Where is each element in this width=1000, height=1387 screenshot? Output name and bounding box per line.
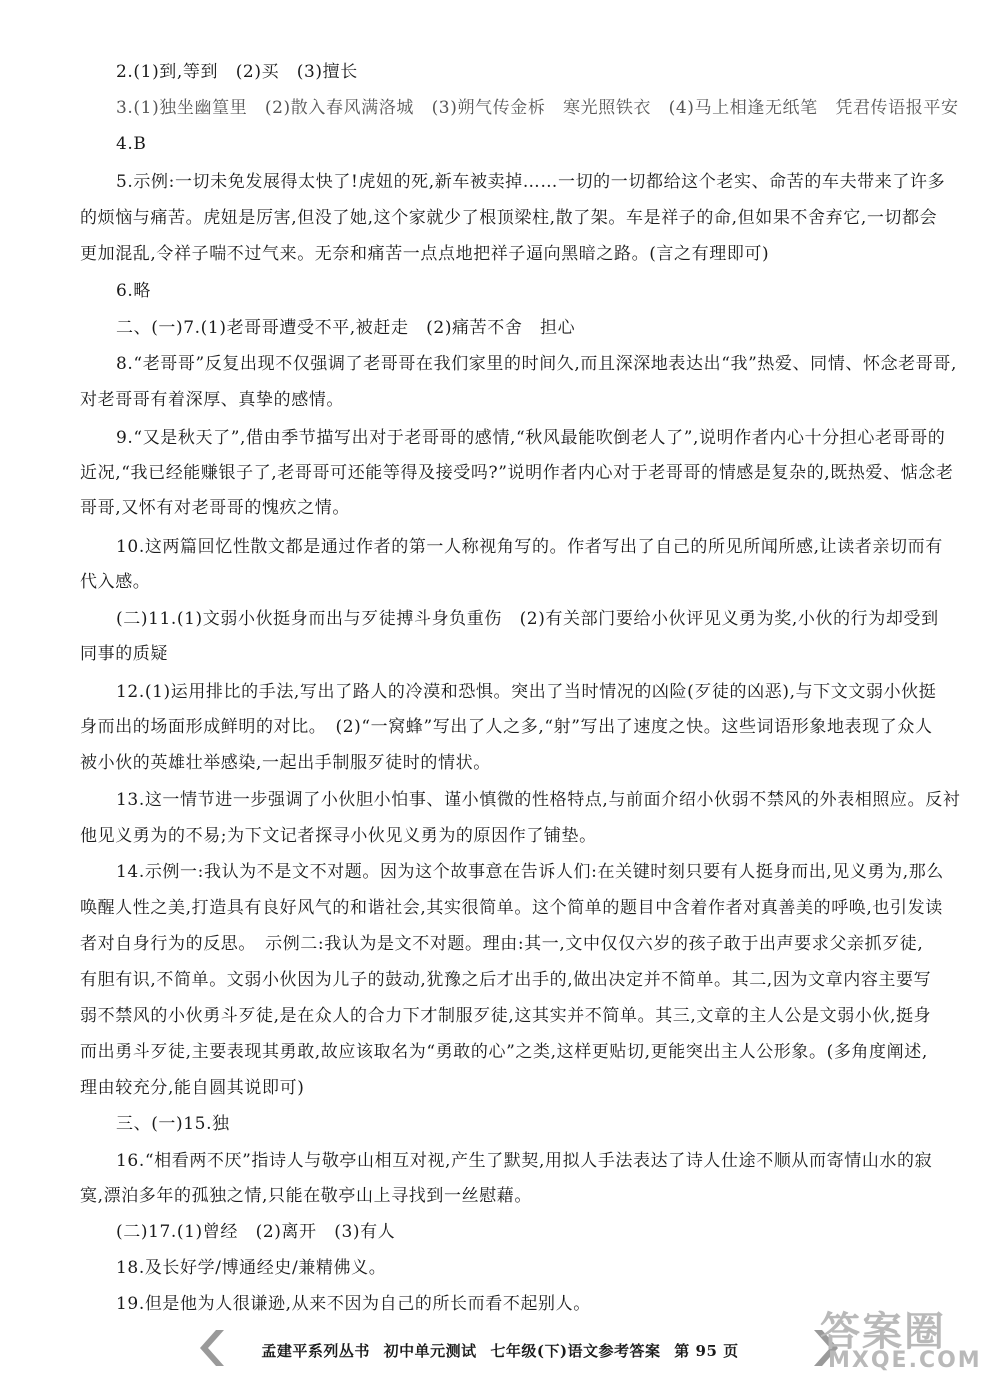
answer-line: 9.“又是秋天了”,借由季节描写出对于老哥哥的感情,“秋风最能吹倒老人了”,说明作者内心十分担心老哥哥的	[116, 428, 946, 448]
answer-line: 近况,“我已经能赚银子了,老哥哥可还能等得及接受吗?”说明作者内心对于老哥哥的情感是复杂的,既热爱、惦念老	[80, 463, 954, 483]
answer-line: 同事的质疑	[80, 644, 168, 664]
answer-line: 三、(一)15.独	[116, 1114, 230, 1134]
watermark-logo	[820, 1300, 990, 1380]
answer-line: 代入感。	[80, 572, 151, 592]
answer-line: 有胆有识,不简单。文弱小伙因为儿子的鼓动,犹豫之后才出手的,做出决定并不简单。其二,因为文章内容主要写	[80, 970, 932, 990]
answer-line: 身而出的场面形成鲜明的对比。 (2)“一窝蜂”写出了人之多,“射”写出了速度之快。这些词语形象地表现了众人	[80, 717, 933, 737]
answer-line: 对老哥哥有着深厚、真挚的感情。	[80, 390, 344, 410]
footer-grade: 七年级(下)语文参考答案	[490, 1342, 661, 1360]
footer-book: 初中单元测试	[383, 1342, 477, 1360]
answer-line: 他见义勇为的不易;为下文记者探寻小伙见义勇为的原因作了铺垫。	[80, 826, 597, 846]
answer-line: 8.“老哥哥”反复出现不仅强调了老哥哥在我们家里的时间久,而且深深地表达出“我”热爱、同情、怀念老哥哥,	[116, 354, 957, 374]
answer-line: 者对自身行为的反思。 示例二:我认为是文不对题。理由:其一,文中仅仅六岁的孩子敢于出声要求父亲抓歹徒,	[80, 934, 924, 954]
answer-line: 16.“相看两不厌”指诗人与敬亭山相互对视,产生了默契,用拟人手法表达了诗人仕途不顺从而寄情山水的寂	[116, 1151, 933, 1171]
answer-line: 12.(1)运用排比的手法,写出了路人的冷漠和恐惧。突出了当时情况的凶险(歹徒的凶恶),与下文文弱小伙挺	[116, 682, 937, 702]
page-number: 第 95 页	[674, 1342, 739, 1360]
answer-line: 理由较充分,能自圆其说即可)	[80, 1078, 305, 1098]
answer-line: 13.这一情节进一步强调了小伙胆小怕事、谨小慎微的性格特点,与前面介绍小伙弱不禁风的外表相照应。反衬	[116, 790, 961, 810]
answer-line: 唤醒人性之美,打造具有良好风气的和谐社会,其实很简单。这个简单的题目中含着作者对真善美的呼唤,也引发读	[80, 898, 943, 918]
answer-line: 18.及长好学/博通经史/兼精佛义。	[116, 1258, 387, 1278]
answer-line: 的烦恼与痛苦。虎妞是厉害,但没了她,这个家就少了根顶梁柱,散了架。车是祥子的命,但如果不舍弃它,一切都会	[80, 208, 938, 228]
answer-line: 19.但是他为人很谦逊,从来不因为自己的所长而看不起别人。	[116, 1294, 591, 1314]
answer-line: 3.(1)独坐幽篁里 (2)散入春风满洛城 (3)朔气传金柝 寒光照铁衣 (4)马上相逢无纸笔 凭君传语报平安	[116, 98, 959, 118]
watermark-url: MXQE.COM	[828, 1348, 982, 1373]
footer-series: 孟建平系列丛书	[261, 1342, 370, 1360]
answer-line: 更加混乱,令祥子喘不过气来。无奈和痛苦一点点地把祥子逼向黑暗之路。(言之有理即可)	[80, 244, 770, 264]
answer-line: 5.示例:一切未免发展得太快了!虎妞的死,新车被卖掉……一切的一切都给这个老实、命苦的车夫带来了许多	[116, 172, 946, 192]
answer-line: 哥哥,又怀有对老哥哥的愧疚之情。	[80, 498, 351, 518]
answer-line: 二、(一)7.(1)老哥哥遭受不平,被赶走 (2)痛苦不舍 担心	[116, 318, 576, 338]
answer-line: 而出勇斗歹徒,主要表现其勇敢,故应该取名为“勇敢的心”之类,这样更贴切,更能突出主人公形象。(多角度阐述,	[80, 1042, 928, 1062]
answer-line: 14.示例一:我认为不是文不对题。因为这个故事意在告诉人们:在关键时刻只要有人挺身而出,见义勇为,那么	[116, 862, 944, 882]
answer-line: 寞,漂泊多年的孤独之情,只能在敬亭山上寻找到一丝慰藉。	[80, 1186, 533, 1206]
answer-line: 弱不禁风的小伙勇斗歹徒,是在众人的合力下才制服歹徒,这其实并不简单。其三,文章的主人公是文弱小伙,挺身	[80, 1006, 932, 1026]
answer-line: 10.这两篇回忆性散文都是通过作者的第一人称视角写的。作者写出了自己的所见所闻所感,让读者亲切而有	[116, 537, 943, 557]
watermark-title: 答案圈	[820, 1308, 946, 1355]
answer-line: 被小伙的英雄壮举感染,一起出手制服歹徒时的情状。	[80, 753, 491, 773]
answer-line: 2.(1)到,等到 (2)买 (3)擅长	[116, 62, 358, 82]
answer-line: 4.B	[116, 134, 147, 154]
answer-line: 6.略	[116, 281, 152, 301]
answer-line: (二)11.(1)文弱小伙挺身而出与歹徒搏斗身负重伤 (2)有关部门要给小伙评见义勇为奖,小伙的行为却受到	[116, 609, 939, 629]
answer-line: (二)17.(1)曾经 (2)离开 (3)有人	[116, 1222, 396, 1242]
